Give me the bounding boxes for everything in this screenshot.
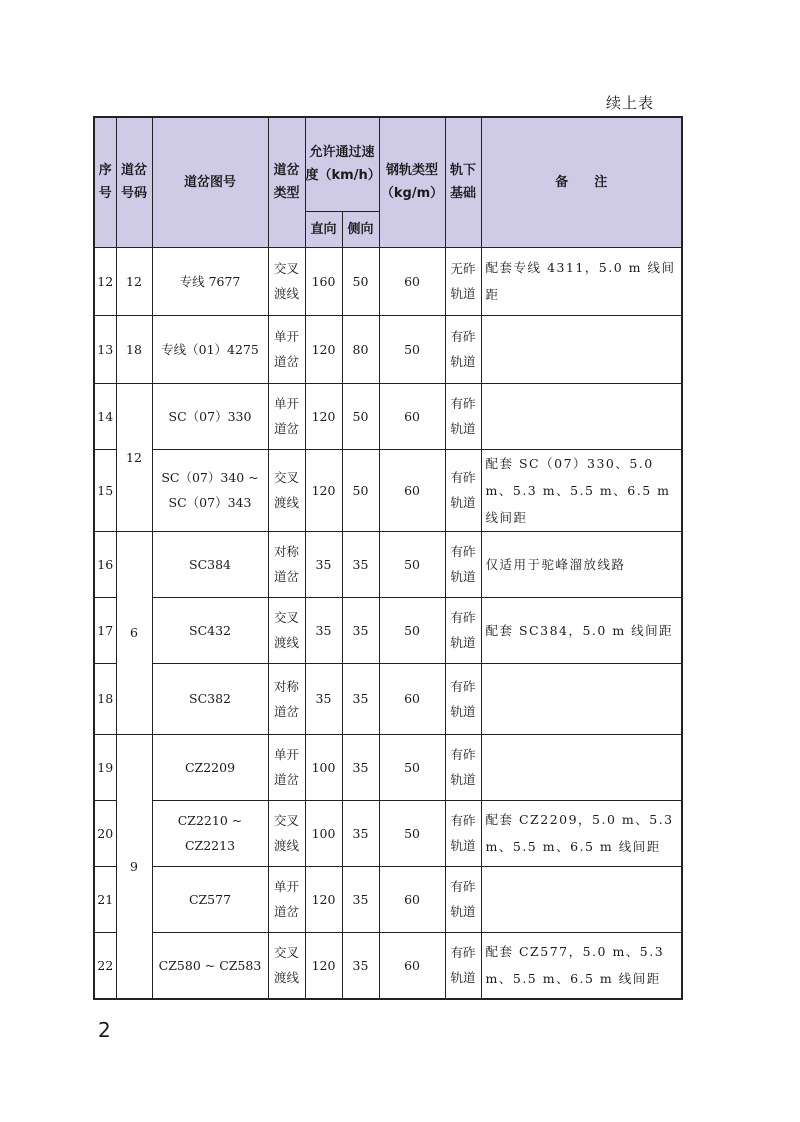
remark-cell: 配套 SC384，5.0 m 线间距 bbox=[481, 597, 682, 663]
type-cell: 交叉渡线 bbox=[268, 597, 305, 663]
type-cell: 对称道岔 bbox=[268, 663, 305, 734]
drawing-cell: CZ577 bbox=[152, 866, 268, 932]
type-cell: 单开道岔 bbox=[268, 315, 305, 383]
drawing-cell: 专线 7677 bbox=[152, 247, 268, 315]
seq-cell: 12 bbox=[94, 247, 116, 315]
rail-cell: 60 bbox=[379, 247, 445, 315]
header-side: 侧向 bbox=[342, 211, 379, 247]
straight-speed-cell: 100 bbox=[305, 800, 342, 866]
rail-cell: 60 bbox=[379, 663, 445, 734]
table-row bbox=[94, 315, 682, 383]
table-row bbox=[94, 383, 682, 449]
side-speed-cell: 35 bbox=[342, 932, 379, 999]
seq-cell: 19 bbox=[94, 734, 116, 800]
remark-cell bbox=[481, 734, 682, 800]
header-drawing: 道岔图号 bbox=[152, 117, 268, 247]
header-code: 道岔号码 bbox=[116, 117, 152, 247]
side-speed-cell: 50 bbox=[342, 383, 379, 449]
base-cell: 有砟轨道 bbox=[445, 383, 481, 449]
header-speed: 允许通过速度（km/h） bbox=[305, 117, 379, 211]
straight-speed-cell: 120 bbox=[305, 315, 342, 383]
remark-cell bbox=[481, 663, 682, 734]
rail-cell: 60 bbox=[379, 932, 445, 999]
code-cell: 18 bbox=[116, 315, 152, 383]
straight-speed-cell: 35 bbox=[305, 531, 342, 597]
base-cell: 有砟轨道 bbox=[445, 866, 481, 932]
remark-cell: 配套 SC（07）330、5.0 m、5.3 m、5.5 m、6.5 m 线间距 bbox=[481, 449, 682, 531]
rail-cell: 60 bbox=[379, 449, 445, 531]
drawing-cell: CZ2209 bbox=[152, 734, 268, 800]
header-remark: 备 注 bbox=[481, 117, 682, 247]
remark-cell bbox=[481, 383, 682, 449]
drawing-cell: CZ580 ~ CZ583 bbox=[152, 932, 268, 999]
drawing-cell: CZ2210 ~ CZ2213 bbox=[152, 800, 268, 866]
remark-cell: 配套专线 4311，5.0 m 线间距 bbox=[481, 247, 682, 315]
code-cell: 6 bbox=[116, 531, 152, 734]
side-speed-cell: 35 bbox=[342, 597, 379, 663]
base-cell: 有砟轨道 bbox=[445, 315, 481, 383]
base-cell: 有砟轨道 bbox=[445, 597, 481, 663]
rail-cell: 50 bbox=[379, 734, 445, 800]
header-type: 道岔类型 bbox=[268, 117, 305, 247]
straight-speed-cell: 120 bbox=[305, 932, 342, 999]
code-cell: 9 bbox=[116, 734, 152, 999]
drawing-cell: SC（07）330 bbox=[152, 383, 268, 449]
rail-cell: 60 bbox=[379, 383, 445, 449]
seq-cell: 17 bbox=[94, 597, 116, 663]
seq-cell: 14 bbox=[94, 383, 116, 449]
side-speed-cell: 35 bbox=[342, 734, 379, 800]
drawing-cell: SC382 bbox=[152, 663, 268, 734]
header-straight: 直向 bbox=[305, 211, 342, 247]
table-row bbox=[94, 866, 682, 932]
table-row bbox=[94, 449, 682, 531]
table-row bbox=[94, 663, 682, 734]
rail-cell: 50 bbox=[379, 800, 445, 866]
straight-speed-cell: 120 bbox=[305, 383, 342, 449]
rail-cell: 50 bbox=[379, 531, 445, 597]
drawing-cell: SC384 bbox=[152, 531, 268, 597]
rail-cell: 60 bbox=[379, 866, 445, 932]
seq-cell: 15 bbox=[94, 449, 116, 531]
base-cell: 有砟轨道 bbox=[445, 734, 481, 800]
base-cell: 有砟轨道 bbox=[445, 663, 481, 734]
side-speed-cell: 50 bbox=[342, 449, 379, 531]
turnout-table bbox=[93, 116, 683, 1000]
straight-speed-cell: 35 bbox=[305, 663, 342, 734]
straight-speed-cell: 160 bbox=[305, 247, 342, 315]
side-speed-cell: 35 bbox=[342, 800, 379, 866]
rail-cell: 50 bbox=[379, 597, 445, 663]
type-cell: 交叉渡线 bbox=[268, 800, 305, 866]
table-caption: 续上表 bbox=[605, 94, 654, 112]
header-base: 轨下基础 bbox=[445, 117, 481, 247]
table-row bbox=[94, 531, 682, 597]
seq-cell: 16 bbox=[94, 531, 116, 597]
drawing-cell: 专线（01）4275 bbox=[152, 315, 268, 383]
base-cell: 有砟轨道 bbox=[445, 449, 481, 531]
base-cell: 有砟轨道 bbox=[445, 932, 481, 999]
side-speed-cell: 50 bbox=[342, 247, 379, 315]
code-cell: 12 bbox=[116, 247, 152, 315]
rail-cell: 50 bbox=[379, 315, 445, 383]
seq-cell: 21 bbox=[94, 866, 116, 932]
remark-cell bbox=[481, 866, 682, 932]
type-cell: 单开道岔 bbox=[268, 734, 305, 800]
drawing-cell: SC（07）340 ~ SC（07）343 bbox=[152, 449, 268, 531]
table-row bbox=[94, 932, 682, 999]
type-cell: 交叉渡线 bbox=[268, 932, 305, 999]
type-cell: 交叉渡线 bbox=[268, 449, 305, 531]
seq-cell: 22 bbox=[94, 932, 116, 999]
type-cell: 交叉渡线 bbox=[268, 247, 305, 315]
table-row bbox=[94, 247, 682, 315]
drawing-cell: SC432 bbox=[152, 597, 268, 663]
header-rail: 钢轨类型（kg/m） bbox=[379, 117, 445, 247]
type-cell: 单开道岔 bbox=[268, 383, 305, 449]
remark-cell bbox=[481, 315, 682, 383]
remark-cell: 配套 CZ2209，5.0 m、5.3 m、5.5 m、6.5 m 线间距 bbox=[481, 800, 682, 866]
side-speed-cell: 35 bbox=[342, 531, 379, 597]
remark-cell: 配套 CZ577，5.0 m、5.3 m、5.5 m、6.5 m 线间距 bbox=[481, 932, 682, 999]
code-cell: 12 bbox=[116, 383, 152, 531]
type-cell: 单开道岔 bbox=[268, 866, 305, 932]
base-cell: 无砟轨道 bbox=[445, 247, 481, 315]
side-speed-cell: 35 bbox=[342, 663, 379, 734]
base-cell: 有砟轨道 bbox=[445, 531, 481, 597]
header-seq: 序号 bbox=[94, 117, 116, 247]
seq-cell: 13 bbox=[94, 315, 116, 383]
straight-speed-cell: 100 bbox=[305, 734, 342, 800]
straight-speed-cell: 120 bbox=[305, 449, 342, 531]
remark-cell: 仅适用于驼峰溜放线路 bbox=[481, 531, 682, 597]
straight-speed-cell: 120 bbox=[305, 866, 342, 932]
seq-cell: 20 bbox=[94, 800, 116, 866]
seq-cell: 18 bbox=[94, 663, 116, 734]
base-cell: 有砟轨道 bbox=[445, 800, 481, 866]
table-row bbox=[94, 734, 682, 800]
table-row bbox=[94, 597, 682, 663]
table-row bbox=[94, 800, 682, 866]
side-speed-cell: 35 bbox=[342, 866, 379, 932]
straight-speed-cell: 35 bbox=[305, 597, 342, 663]
type-cell: 对称道岔 bbox=[268, 531, 305, 597]
page-number: 2 bbox=[98, 1018, 111, 1042]
side-speed-cell: 80 bbox=[342, 315, 379, 383]
